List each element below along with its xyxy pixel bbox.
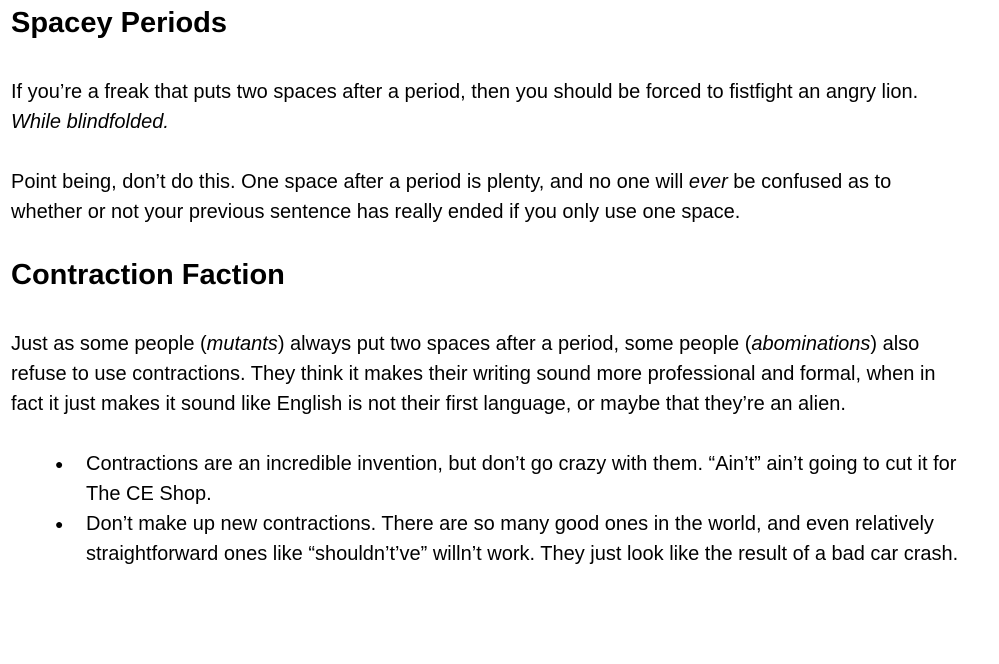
text-run: Contractions are an incredible invention, but don’t go crazy with them. “Ain’t” ain’t going to cut it for The CE Shop. bbox=[86, 453, 957, 505]
text-run: ) always put two spaces after a period, some people ( bbox=[277, 333, 752, 355]
text-run: If you’re a freak that puts two spaces after a period, then you should be forced to fistfight an angry lion. bbox=[11, 81, 919, 103]
heading-spacey-periods: Spacey Periods bbox=[11, 7, 227, 39]
list-item bbox=[11, 509, 961, 569]
paragraph-contraction-1 bbox=[11, 329, 961, 419]
bullet-icon: ● bbox=[55, 516, 64, 532]
italic-run: abominations bbox=[751, 333, 871, 355]
text-run: ) also refuse to use contractions. They think it makes their writing sound more professional and formal, when in fact it just makes it sound like English is not their first language, or maybe that they’re an alien. bbox=[11, 333, 936, 415]
italic-run: While blindfolded. bbox=[11, 111, 169, 133]
paragraph-spacey-1 bbox=[11, 77, 961, 137]
text-run: be confused as to whether or not your previous sentence has really ended if you only use one space. bbox=[11, 171, 892, 223]
text-run: Just as some people ( bbox=[11, 333, 207, 355]
italic-run: mutants bbox=[206, 333, 278, 355]
heading-contraction-faction: Contraction Faction bbox=[11, 259, 285, 291]
text-run: Don’t make up new contractions. There are so many good ones in the world, and even relatively straightforward ones like “shouldn’t’ve” willn’t work. They just look like the result of a bad car crash. bbox=[86, 513, 959, 565]
contraction-rules-list bbox=[11, 449, 961, 569]
italic-run: ever bbox=[688, 171, 728, 193]
text-run: Point being, don’t do this. One space after a period is plenty, and no one will bbox=[11, 171, 689, 193]
list-item bbox=[11, 449, 961, 509]
paragraph-spacey-2 bbox=[11, 167, 961, 227]
bullet-icon: ● bbox=[55, 456, 64, 472]
